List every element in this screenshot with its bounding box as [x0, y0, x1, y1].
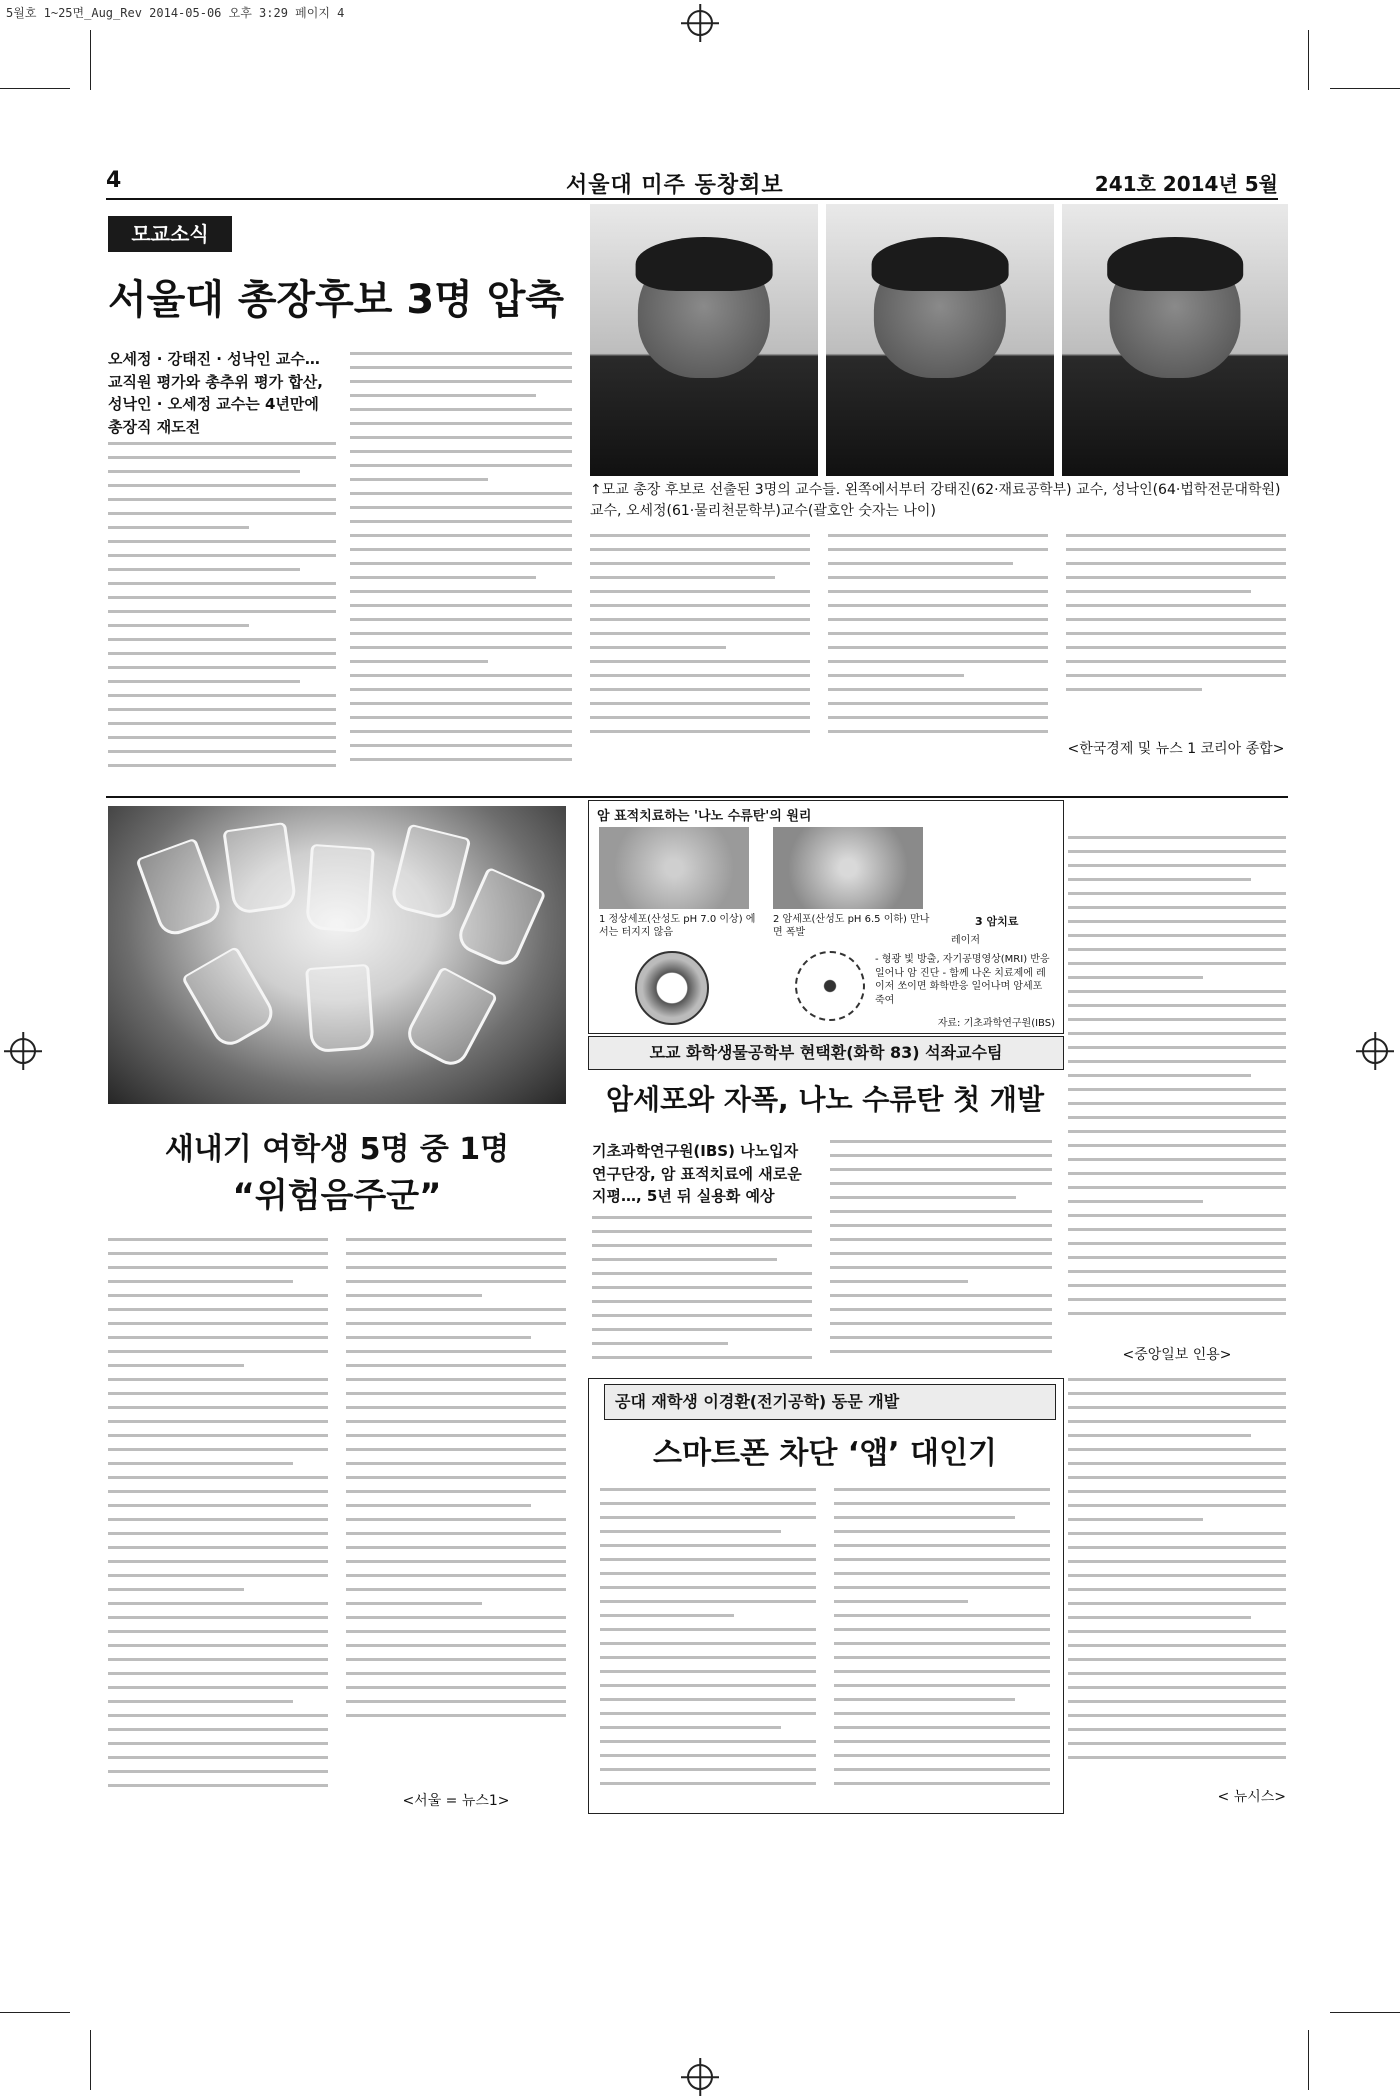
diagram-step1: 1 정상세포(산성도 pH 7.0 이상) 에서는 터지지 않음	[599, 914, 756, 938]
body-text-column	[1066, 534, 1286, 734]
section-tag: 모교소식	[108, 216, 232, 252]
article-credit: <중앙일보 인용>	[1122, 1347, 1232, 1363]
crop-mark	[1330, 88, 1400, 89]
masthead	[106, 168, 1278, 200]
crop-mark	[1308, 30, 1309, 90]
headline-quote: “위험음주군”	[232, 1176, 442, 1216]
body-text-column	[350, 352, 572, 802]
body-text-column	[834, 1488, 1050, 1806]
crop-mark	[1330, 2012, 1400, 2013]
section-bar: 공대 재학생 이경환(전기공학) 동문 개발	[604, 1384, 1056, 1420]
microscope-image-normal	[599, 827, 749, 909]
registration-mark-left	[10, 1038, 36, 1064]
portrait-kang-taejin	[590, 204, 818, 476]
diagram-note: - 형광 빛 방출, 자기공명영상(MRI) 반응 일어나 암 진단 - 함께 나온 치료제에 레이저 쏘이면 화학반응 일어나며 암세포 죽여	[875, 954, 1050, 1006]
section-divider	[106, 796, 1288, 798]
registration-mark-top	[687, 10, 713, 36]
portrait-oh-sejeong	[1062, 204, 1288, 476]
body-text-column	[828, 534, 1048, 784]
nanoparticle-burst	[795, 951, 865, 1021]
crop-mark	[0, 2012, 70, 2013]
photo-caption: ↑모교 총장 후보로 선출된 3명의 교수들. 왼쪽에서부터 강태진(62·재료공학부) 교수, 성낙인(64·법학전문대학원)교수, 오세정(61·물리천문학부)교수(괄호안 숫자는 나이)	[590, 482, 1281, 519]
page-number: 4	[106, 168, 122, 193]
headline: 암세포와 자폭, 나노 수류탄 첫 개발	[605, 1083, 1045, 1116]
crop-mark	[0, 88, 70, 89]
headline: 새내기 여학생 5명 중 1명	[164, 1132, 510, 1167]
body-text-column	[590, 534, 810, 784]
body-text-column	[830, 1140, 1052, 1396]
registration-mark-right	[1362, 1038, 1388, 1064]
subheadline: 기초과학연구원(IBS) 나노입자 연구단장, 암 표적치료에 새로운 지평…, 5년 뒤 실용화 예상	[592, 1142, 802, 1205]
article-credit: <한국경제 및 뉴스 1 코리아 종합>	[1067, 741, 1285, 757]
microscope-image-cancer	[773, 827, 923, 909]
body-text-column	[1068, 1378, 1286, 1782]
diagram-step2: 2 암세포(산성도 pH 6.5 이하) 만나면 폭발	[773, 914, 930, 938]
headline: 스마트폰 차단 ‘앱’ 대인기	[653, 1436, 997, 1471]
registration-mark-bottom	[687, 2064, 713, 2090]
diagram-title: 암 표적치료하는 '나노 수류탄'의 원리	[597, 809, 812, 824]
nano-grenade-diagram	[588, 800, 1064, 1034]
body-text-column	[600, 1488, 816, 1806]
body-text-column	[592, 1216, 812, 1396]
diagram-laser-label: 레이저	[951, 935, 980, 946]
article-credit: < 뉴시스>	[1217, 1789, 1286, 1805]
headline: 서울대 총장후보 3명 압축	[108, 277, 565, 323]
body-text-column	[1068, 836, 1286, 1336]
nanoparticle-intact	[635, 951, 709, 1025]
paper-name: 서울대 미주 동창회보	[566, 173, 784, 198]
section-bar: 모교 화학생물공학부 현택환(화학 83) 석좌교수팀	[588, 1036, 1064, 1070]
body-text-column	[346, 1238, 566, 1778]
crop-mark	[1308, 2030, 1309, 2090]
diagram-step3: 3 암치료	[975, 915, 1019, 928]
body-text-column	[108, 1238, 328, 1838]
subheadline: 오세정 · 강태진 · 성낙인 교수… 교직원 평가와 총추위 평가 합산, 성낙인 · 오세정 교수는 4년만에 총장직 재도전	[108, 350, 323, 436]
toast-photo	[108, 806, 566, 1104]
print-slug: 5월호 1~25면_Aug_Rev 2014-05-06 오후 3:29 페이지 4	[6, 6, 345, 20]
crop-mark	[90, 2030, 91, 2090]
issue-info: 241호 2014년 5월	[1094, 172, 1278, 196]
crop-mark	[90, 30, 91, 90]
diagram-source: 자료: 기초과학연구원(IBS)	[937, 1018, 1055, 1029]
portrait-seong-nakin	[826, 204, 1054, 476]
article-credit: <서울 = 뉴스1>	[402, 1793, 510, 1809]
body-text-column	[108, 442, 336, 802]
